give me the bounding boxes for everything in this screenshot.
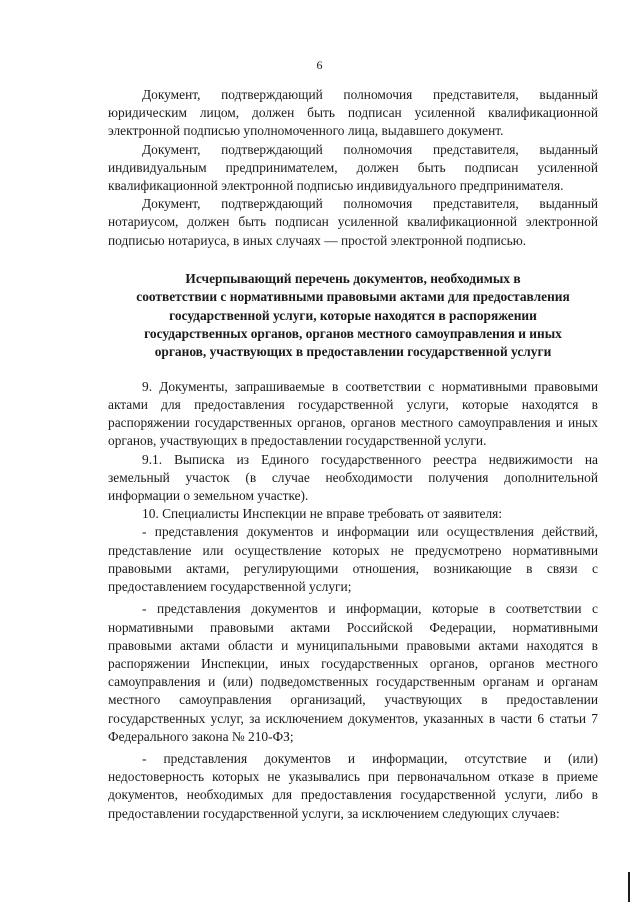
paragraph: Документ, подтверждающий полномочия представителя, выданный индивидуальным предпринимателем, должен быть подписан усиленной квалификационной электронной подписью индивидуального предпринимателя. <box>108 141 598 194</box>
scan-edge-mark <box>628 872 630 902</box>
list-item: - представления документов и информации или осуществления действий, представление или осуществление которых не предусмотрено нормативными правовыми актами, регулирующими отношения, возникающие в связи с предоставлением государственной услуги; <box>108 524 598 595</box>
paragraph-item-10: 10. Специалисты Инспекции не вправе требовать от заявителя: <box>142 506 503 522</box>
list-item: - представления документов и информации, которые в соответствии с нормативными правовыми актами Российской Федерации, нормативными правовыми актами области и муниципальными правовыми актами находятся в распоряжении Инспекции, иных государственных органов, органов местного самоуправления и (или) подведомственных государственным органам и органам местного самоуправления организаций, участвующих в предоставлении государственных услуг, за исключением документов, указанных в части 6 статьи 7 Федерального закона № 210-ФЗ; <box>108 601 598 744</box>
paragraph: Документ, подтверждающий полномочия представителя, выданный нотариусом, должен быть подписан усиленной квалификационной электронной подписью нотариуса, в иных случаях — простой электронной подписью. <box>108 196 598 248</box>
heading-line: органов, участвующих в предоставлении государственной услуги <box>154 344 552 360</box>
heading-line: государственных органов, органов местного самоуправления и иных <box>144 326 562 342</box>
paragraph-item-9: 9. Документы, запрашиваемые в соответствии с нормативными правовыми актами для предоставления государственной услуги, которые находятся в распоряжении государственных органов, органов местного самоуправления и иных органов, участвующих в предоставлении государственной услуги. <box>108 378 598 449</box>
heading-line: государственной услуги, которые находятся в распоряжении <box>169 307 537 323</box>
heading-line: Исчерпывающий перечень документов, необходимых в <box>185 270 521 286</box>
section-heading <box>112 270 594 362</box>
paragraph: Документ, подтверждающий полномочия представителя, выданный юридическим лицом, должен быть подписан усиленной квалификационной электронной подписью уполномоченного лица, выдавшего документ. <box>108 87 598 139</box>
document-body <box>108 86 598 823</box>
heading-line: соответствии с нормативными правовыми актами для предоставления <box>136 289 570 305</box>
paragraph-item-9-1: 9.1. Выписка из Единого государственного реестра недвижимости на земельный участок (в случае необходимости получения дополнительной информации о земельном участке). <box>108 451 598 504</box>
list-item: - представления документов и информации, отсутствие и (или) недостоверность которых не указывались при первоначальном отказе в приеме документов, необходимых для предоставления государственной услуги, либо в предоставлении государственной услуги, за исключением следующих случаев: <box>108 750 598 821</box>
page-number: 6 <box>316 58 323 72</box>
